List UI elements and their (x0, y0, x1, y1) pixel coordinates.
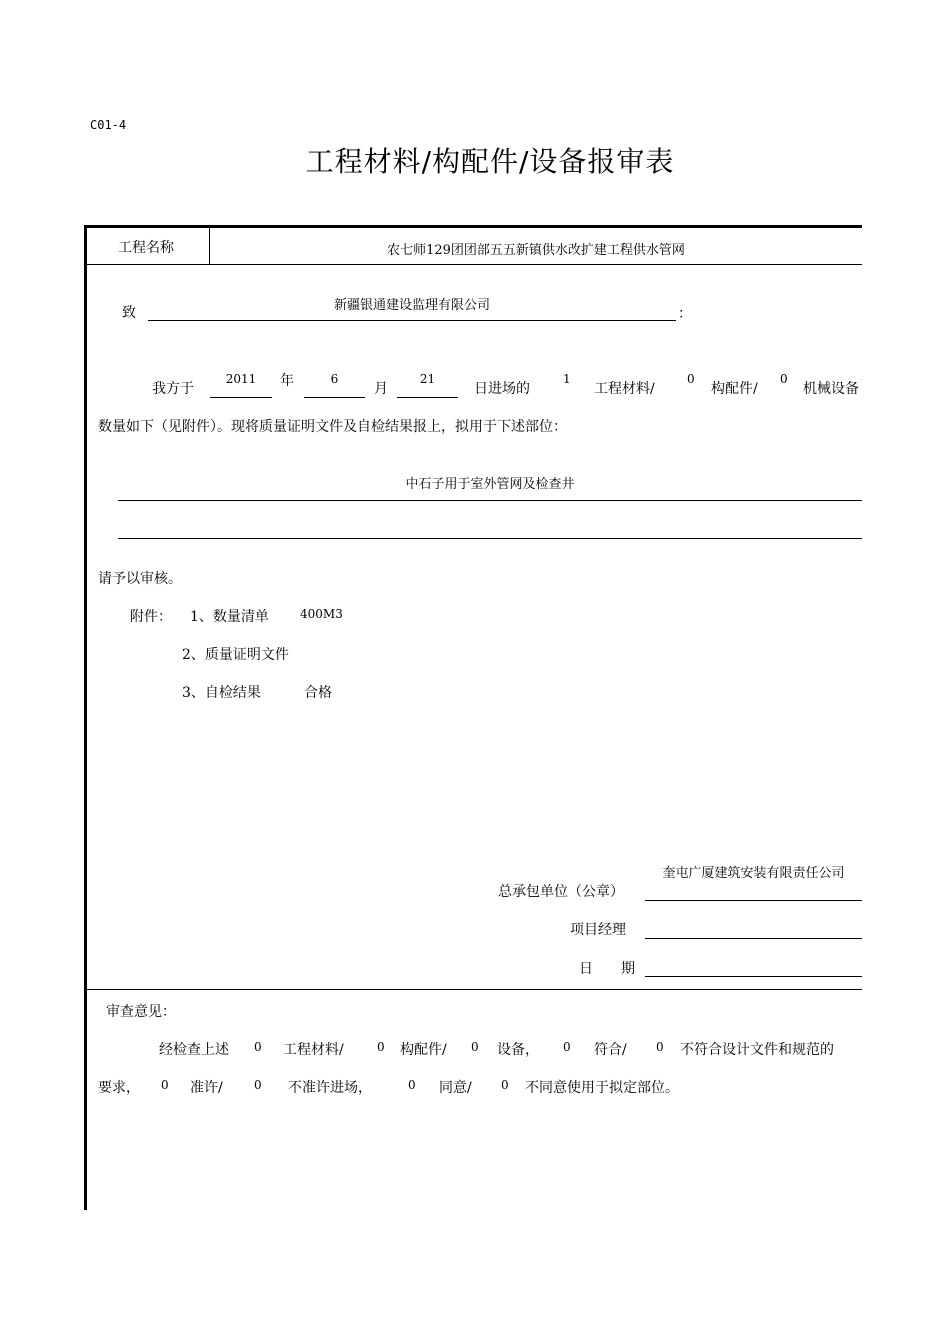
month-underline (304, 397, 365, 398)
attachment-item-3: 3、自检结果 (182, 685, 261, 701)
review-l2-n3: 0 (408, 1078, 416, 1092)
review-l1-e: 符合/ (594, 1042, 627, 1058)
review-l1-b: 工程材料/ (283, 1042, 344, 1058)
attachment-item-3-value: 合格 (304, 685, 332, 701)
entry-month-unit: 月 (374, 381, 388, 397)
review-l1-a: 经检查上述 (159, 1042, 229, 1058)
review-l2-a: 要求， (98, 1080, 140, 1096)
entry-year: 2011 (225, 372, 257, 386)
page-title: 工程材料/构配件/设备报审表 (305, 145, 675, 178)
manager-label: 项目经理 (570, 922, 626, 938)
table-left-border (84, 225, 87, 1210)
year-underline (210, 397, 272, 398)
location-text: 中石子用于室外管网及检查井 (405, 477, 575, 492)
review-l2-d: 同意/ (439, 1080, 472, 1096)
project-name-value: 农七师129团团部五五新镇供水改扩建工程供水管网 (387, 243, 685, 258)
review-l1-d: 设备， (497, 1042, 539, 1058)
recipient-name: 新疆银通建设监理有限公司 (333, 298, 490, 313)
table-top-border (84, 225, 862, 228)
review-l1-n1: 0 (254, 1040, 262, 1054)
review-l2-n2: 0 (254, 1078, 262, 1092)
review-l1-f: 不符合设计文件和规范的 (680, 1042, 834, 1058)
date-underline (645, 976, 862, 977)
entry-year-unit: 年 (280, 373, 294, 389)
recipient-prefix: 致 (122, 305, 136, 321)
review-section-top (86, 989, 862, 990)
day-underline (397, 397, 458, 398)
entry-day: 21 (419, 372, 436, 386)
recipient-suffix: ： (678, 306, 692, 322)
review-l2-e: 不同意使用于拟定部位。 (525, 1080, 679, 1096)
review-l2-n1: 0 (161, 1078, 169, 1092)
attachment-item-1-value: 400M3 (300, 607, 343, 621)
entry-day-text: 日进场的 (474, 381, 530, 397)
entry-materials-count: 1 (563, 372, 571, 386)
request-text: 请予以审核。 (98, 571, 182, 587)
entry-equipment-label: 机械设备 (803, 381, 859, 397)
review-l1-n4: 0 (563, 1040, 571, 1054)
entry-line2: 数量如下（见附件）。现将质量证明文件及自检结果报上，拟用于下述部位： (98, 419, 567, 435)
review-l2-c: 不准许进场， (288, 1080, 372, 1096)
review-l2-n4: 0 (501, 1078, 509, 1092)
review-l1-n2: 0 (377, 1040, 385, 1054)
entry-materials-label: 工程材料/ (594, 381, 655, 397)
review-l1-n3: 0 (471, 1040, 479, 1054)
entry-components-count: 0 (687, 372, 695, 386)
contractor-underline (645, 900, 862, 901)
attachments-label: 附件： (130, 609, 172, 625)
entry-components-label: 构配件/ (711, 381, 758, 397)
manager-underline (645, 938, 862, 939)
review-l1-c: 构配件/ (400, 1042, 447, 1058)
location-underline-2 (118, 538, 862, 539)
attachment-item-2: 2、质量证明文件 (182, 647, 289, 663)
date-label: 日 期 (579, 961, 635, 977)
entry-text-start: 我方于 (152, 381, 194, 397)
project-row-bottom (86, 264, 862, 265)
project-name-label: 工程名称 (118, 240, 174, 256)
attachment-item-1: 1、数量清单 (190, 609, 269, 625)
review-l2-b: 准许/ (190, 1080, 223, 1096)
contractor-name: 奎屯广厦建筑安装有限责任公司 (662, 866, 845, 881)
entry-equipment-count: 0 (780, 372, 788, 386)
form-code: C01-4 (90, 118, 127, 132)
location-underline-1 (118, 500, 862, 501)
review-label: 审查意见： (106, 1004, 176, 1020)
contractor-label: 总承包单位（公章） (498, 884, 624, 900)
review-l1-n5: 0 (656, 1040, 664, 1054)
recipient-underline (148, 320, 676, 321)
entry-month: 6 (330, 372, 339, 386)
